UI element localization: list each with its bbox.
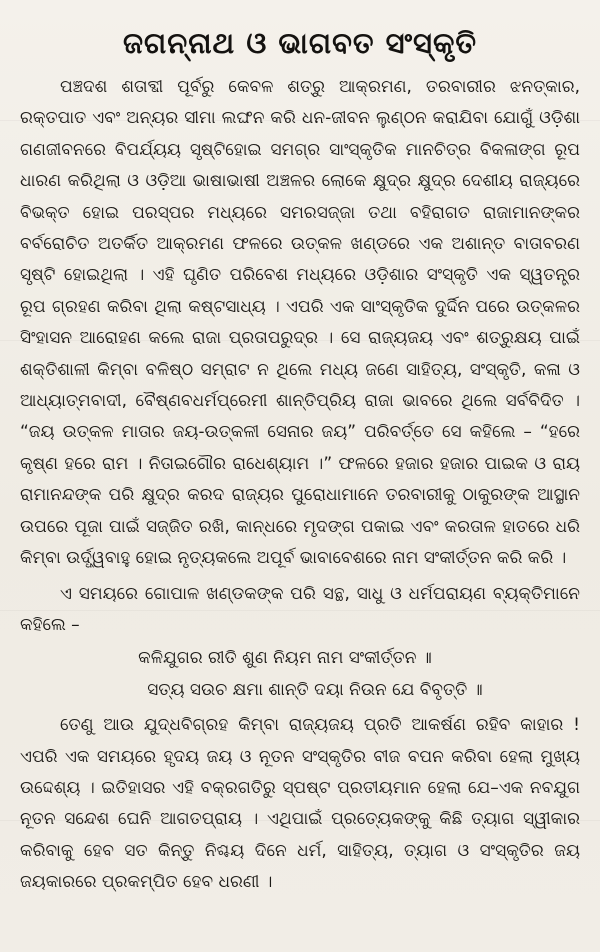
- verse-block: [20, 643, 580, 706]
- paragraph-intro: ପଞ୍ଚଦଶ ଶତାବ୍ଦୀ ପୂର୍ବରୁ କେବଳ ଶତ୍ରୁ ଆକ୍ରମଣ, ତରବାରୀର ଝନତ୍କାର, ରକ୍ତପାତ ଏବଂ ଅନ୍ୟର ସୀମା ଲଙ୍ଘନ କରି ଧନ-ଜୀବନ ଲୁଣ୍ଠନ କରାଯିବା ଯୋଗୁଁ ଓଡ଼ିଶା ଗଣଜୀବନରେ ବିପର୍ଯ୍ୟୟ ସୃଷ୍ଟିହୋଇ ସମଗ୍ର ସାଂସ୍କୃତିକ ମାନଚିତ୍ର ବିକଳାଙ୍ଗ ରୂପ ଧାରଣ କରିଥିଲା ଓ ଓଡ଼ିଆ ଭାଷାଭାଷୀ ଅଞ୍ଚଳର ଲୋକେ କ୍ଷୁଦ୍ର କ୍ଷୁଦ୍ର ଦେଶୀୟ ରାଜ୍ୟରେ ବିଭକ୍ତ ହୋଇ ପରସ୍ପର ମଧ୍ୟରେ ସମରସଜ୍ଜା ତଥା ବହିରାଗତ ରାଜାମାନଙ୍କର ବର୍ବରୋଚିତ ଅତର୍କିତ ଆକ୍ରମଣ ଫଳରେ ଉତ୍କଳ ଖଣ୍ଡରେ ଏକ ଅଶାନ୍ତ ବାତାବରଣ ସୃଷ୍ଟି ହୋଇଥିଲା । ଏହି ଘୃଣିତ ପରିବେଶ ମଧ୍ୟରେ ଓଡ଼ିଶାର ସଂସ୍କୃତି ଏକ ସ୍ୱତନ୍ତ୍ର ରୂପ ଗ୍ରହଣ କରିବା ଥିଲା କଷ୍ଟସାଧ୍ୟ । ଏପରି ଏକ ସାଂସ୍କୃତିକ ଦୁର୍ଦ୍ଦିନ ପରେ ଉତ୍କଳର ସିଂହାସନ ଆରୋହଣ କଲେ ରାଜା ପ୍ରତାପରୁଦ୍ର । ସେ ରାଜ୍ୟଜୟ ଏବଂ ଶତ୍ରୁକ୍ଷୟ ପାଇଁ ଶକ୍ତିଶାଳୀ କିମ୍ବା ବଳିଷ୍ଠ ସମ୍ରାଟ ନ ଥିଲେ ମଧ୍ୟ ଜଣେ ସାହିତ୍ୟ, ସଂସ୍କୃତି, କଳା ଓ ଆଧ୍ୟାତ୍ମବାଦୀ, ବୈଷ୍ଣବଧର୍ମପ୍ରେମୀ ଶାନ୍ତିପ୍ରିୟ ରାଜା ଭାବରେ ଥିଲେ ସର୍ବବିଦିତ । “ଜୟ ଉତ୍କଳ ମାତାର ଜୟ-ଉତ୍କଳୀ ସେନାର ଜୟ” ପରିବର୍ତ୍ତେ ସେ କହିଲେ – “ହରେ କୃଷ୍ଣ ହରେ ରାମ । ନିତାଇଗୌର ରାଧେଶ୍ୟାମ ।” ଫଳରେ ହଜାର ହଜାର ପାଇକ ଓ ରାୟ ରାମାନନ୍ଦଙ୍କ ପରି କ୍ଷୁଦ୍ର କରଦ ରାଜ୍ୟର ପୁରୋଧାମାନେ ତରବାରୀକୁ ଠାକୁରଙ୍କ ଆସ୍ଥାନ ଉପରେ ପୂଜା ପାଇଁ ସଜ୍ଜିତ ରଖି, କାନ୍ଧରେ ମୃଦଙ୍ଗ ପକାଇ ଏବଂ କରତାଳ ହାତରେ ଧରି କିମ୍ବା ଉର୍ଦ୍ଧ୍ୱବାହୁ ହୋଇ ନୃତ୍ୟକଲେ ଅପୂର୍ବ ଭାବାବେଶରେ ନାମ ସଂକୀର୍ତ୍ତନ କରି କରି ।: [20, 77, 580, 569]
- page-title: ଜଗନ୍ନାଥ ଓ ଭାଗବତ ସଂସ୍କୃତି: [122, 26, 478, 60]
- article-body: [20, 72, 580, 899]
- paragraph-closing: ତେଣୁ ଆଉ ଯୁଦ୍ଧବିଗ୍ରହ କିମ୍ବା ରାଜ୍ୟଜୟ ପ୍ରତି ଆକର୍ଷଣ ରହିବ କାହାର ! ଏପରି ଏକ ସମୟରେ ହୃଦୟ ଜୟ ଓ ନୂତନ ସଂସ୍କୃତିର ବୀଜ ବପନ କରିବା ହେଲା ମୁଖ୍ୟ ଉଦ୍ଦେଶ୍ୟ । ଇତିହାସର ଏହି ବକ୍ରଗତିରୁ ସ୍ପଷ୍ଟ ପ୍ରତୀୟମାନ ହେଲା ଯେ–ଏକ ନବଯୁଗ ନୂତନ ସନ୍ଦେଶ ଘେନି ଆଗତପ୍ରାୟ । ଏଥିପାଇଁ ପ୍ରତ୍ୟେକଙ୍କୁ କିଛି ତ୍ୟାଗ ସ୍ୱୀକାର କରିବାକୁ ହେବ ସତ କିନ୍ତୁ ନିଶ୍ଚୟ ଦିନେ ଧର୍ମ, ସାହିତ୍ୟ, ତ୍ୟାଗ ଓ ସଂସ୍କୃତିର ଜୟ ଜୟକାରରେ ପ୍ରକମ୍ପିତ ହେବ ଧରଣୀ ।: [20, 715, 580, 893]
- verse-line: ସତ୍ୟ ସଉଚ କ୍ଷମା ଶାନ୍ତି ଦୟା ନିଉନ ଯେ ବିବୃତ୍ତି ॥: [147, 679, 483, 700]
- verse-line: କଳିଯୁଗର ରୀତି ଶୁଣ ନିୟମ ନାମ ସଂକୀର୍ତ୍ତନ ॥: [138, 648, 432, 669]
- paragraph-saints: ଏ ସମୟରେ ଗୋପାଳ ଖଣ୍ଡକଙ୍କ ପରି ସନ୍ଥ, ସାଧୁ ଓ ଧର୍ମପରାୟଣ ବ୍ୟକ୍ତିମାନେ କହିଲେ –: [20, 583, 580, 635]
